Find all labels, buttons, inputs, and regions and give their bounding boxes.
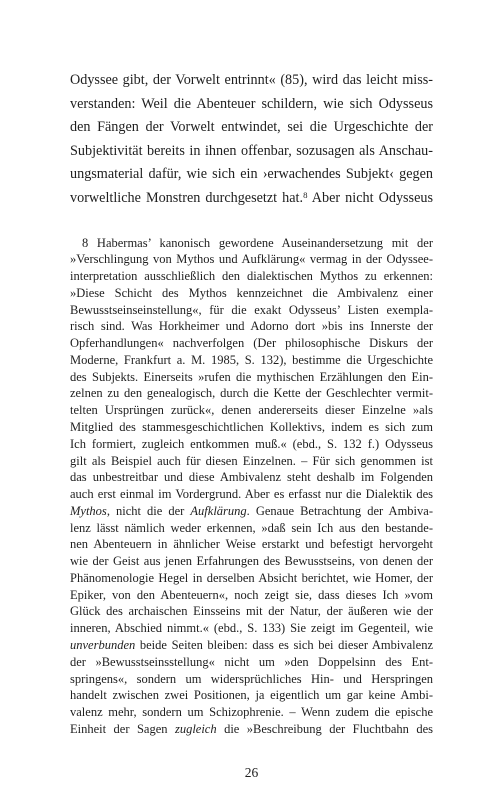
footnote-line: Ich formiert, zugleich entkommen muß.« (ebd., S. 132 f.) Odysseus <box>70 436 433 451</box>
footnote-segment: Einheit der Sagen <box>70 721 175 736</box>
footnote-line <box>70 637 433 654</box>
footnote-line: des Subjekts. Einerseits »rufen die mythischen Erzählungen den Ein- <box>70 369 433 384</box>
footnote-reference: 8 <box>303 189 308 200</box>
footnote-line <box>70 503 433 520</box>
footnote-line: Phänomenologie Hegel in derselben Absicht berichtet, wie Homer, der <box>70 570 433 585</box>
footnote-line: auch erst einmal im Vordergrund. Aber es erfasst nur die Dialektik des <box>70 487 433 502</box>
main-text-line: Odyssee gibt, der Vorwelt entrinnt« (85), wird das leicht miss- <box>70 72 433 88</box>
footnote-segment: die »Beschreibung der Fluchtbahn des <box>216 721 433 736</box>
footnote-line <box>70 721 433 738</box>
footnote-line: nen Abenteuern in ähnlicher Weise erstarkt und befestigt hervorgeht <box>70 537 433 552</box>
footnote-italic-segment: Mythos <box>70 503 107 518</box>
main-text-line <box>70 187 433 211</box>
footnote-line: »Verschlingung von Mythos und Aufklärung« vermag in der Odyssee- <box>70 252 433 267</box>
footnote-line-text: Habermas’ kanonisch gewordene Auseinandersetzung mit der <box>96 235 433 250</box>
footnote-line: springens«, sondern um widersprüchliches Hin- und Herspringen <box>70 671 433 686</box>
footnote-segment: , nicht die der <box>106 503 191 518</box>
footnote-italic-segment: zugleich <box>174 721 217 736</box>
footnote-line: Bewusstseinseinstellung«, für die exakt Odysseus’ Listen exempla- <box>70 302 433 317</box>
footnote-line: inneren, Abschied nimmt.« (ebd., S. 133) Sie zeigt im Gegenteil, wie <box>70 621 433 636</box>
main-text-segment: Aber nicht Odysseus <box>307 189 433 206</box>
footnote-line: der »Bewusstseinsstellung« nicht um »den Doppelsinn des Ent- <box>70 654 433 669</box>
footnote-line: das unbestreitbar und diese Ambivalenz steht deshalb im Folgenden <box>70 470 433 485</box>
footnote-line: Moderne, Frankfurt a. M. 1985, S. 132), bestimme die Urgeschichte <box>70 352 433 367</box>
footnote-line: »Diese Schicht des Mythos kennzeichnet die Ambivalenz einer <box>70 285 433 300</box>
footnote-line: wie der Geist aus jenen Erfahrungen des Bewusstseins, von denen der <box>70 554 433 569</box>
main-text-segment: vorweltliche Monstren durchgesetzt hat. <box>70 189 304 206</box>
footnote-line: gilt als Beispiel auch für diesen Einzelnen. – Für sich genommen ist <box>70 453 433 468</box>
main-text <box>70 69 433 211</box>
main-text-line: den Fängen der Vorwelt entwindet, sei die Urgeschichte der <box>70 119 433 136</box>
footnote-line: handelt zwischen zwei Positionen, ja eigentlich um gar keine Ambi- <box>70 688 433 703</box>
footnote-line: Glück des archaischen Einsseins mit der Natur, der äußeren wie der <box>70 604 433 619</box>
footnote-segment: . Genaue Betrachtung der Ambiva- <box>246 503 433 518</box>
footnote-line: Opferhandlungen« nachverfolgen (Der philosophische Diskurs der <box>70 336 433 351</box>
footnote-line: Mitglied des stammesgeschichtlichen Kollektivs, indem es sich zum <box>70 420 433 435</box>
footnote-number: 8 <box>82 235 89 250</box>
footnote-italic-segment: Aufklärung <box>190 503 247 518</box>
footnote-line: lenz lässt nämlich weder erkennen, »daß sein Ich aus den bestande- <box>70 520 433 535</box>
footnote-line: Epiker, von den Abenteuern«, noch zeigt sie, dass dieses Ich »vom <box>70 587 433 602</box>
main-text-line: Subjektivität bereits in ihnen offenbar, sozusagen als Anschau- <box>70 142 433 159</box>
footnote-line: risch sind. Was Horkheimer und Adorno dort »bis ins Innerste der <box>70 319 433 334</box>
footnote-line: telten Ursprüngen zurück«, denen andererseits dieser Einzelne »als <box>70 403 433 418</box>
page-number: 26 <box>244 765 259 780</box>
footnote-italic-segment: unverbunden <box>70 637 136 652</box>
footnote-line: interpretation ausschließlich den dialektischen Mythos zu erkennen: <box>70 269 433 284</box>
footnote-segment: beide Seiten bleiben: dass es sich bei dieser Ambivalenz <box>135 637 433 652</box>
footnote-line: zelnen zu den genealogisch, durch die Kette der Geschlechter vermit- <box>70 386 433 401</box>
main-text-line: ungsmaterial dafür, wie sich ein ›erwachendes Subjekt‹ gegen <box>70 166 433 183</box>
footnote-line <box>70 235 433 252</box>
main-text-line: verstanden: Weil die Abenteuer schildern, wie sich Odysseus <box>70 95 433 112</box>
footnote-line: valenz mehr, sondern um Schizophrenie. – Wenn zudem die epische <box>70 705 433 720</box>
footnote <box>70 235 433 738</box>
